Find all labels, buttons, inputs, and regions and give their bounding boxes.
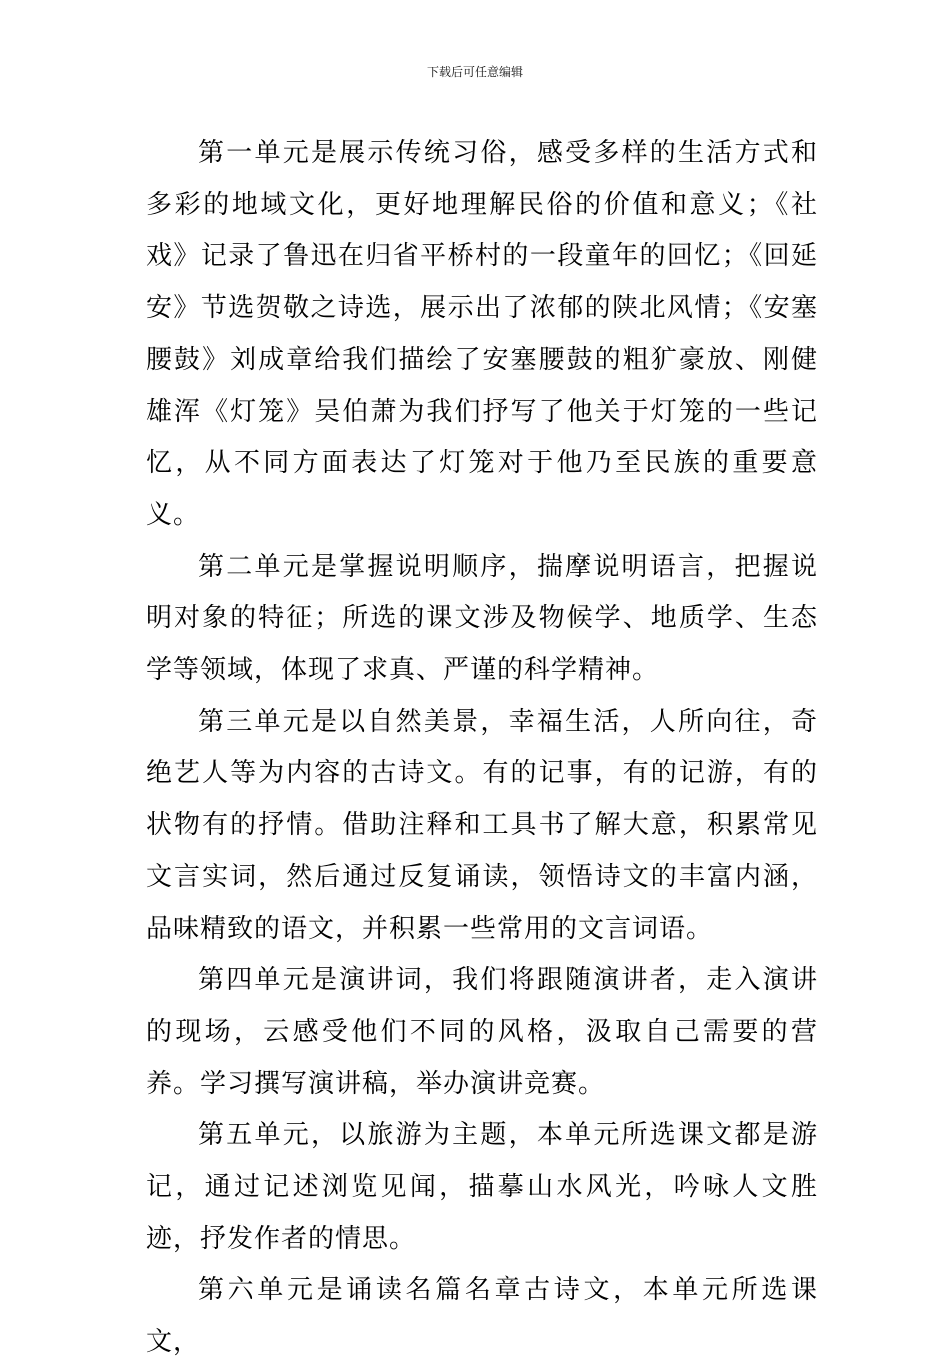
page-header: 下载后可任意编辑 [426, 65, 523, 79]
paragraph-unit-4: 第四单元是演讲词，我们将跟随演讲者，走入演讲的现场，云感受他们不同的风格，汲取自己需要的营养。学习撰写演讲稿，举办演讲竞赛。 [146, 965, 818, 1099]
paragraph-unit-1: 第一单元是展示传统习俗，感受多样的生活方式和多彩的地域文化，更好地理解民俗的价值和意义；《社戏》记录了鲁迅在归省平桥村的一段童年的回忆；《回延安》节选贺敬之诗选，展示出了浓郁的陕北风情；《安塞腰鼓》刘成章给我们描绘了安塞腰鼓的粗犷豪放、刚健雄浑《灯笼》吴伯萧为我们抒写了他关于灯笼的一些记忆，从不同方面表达了灯笼对于他乃至民族的重要意义。 [146, 138, 818, 530]
document-body [146, 128, 818, 1369]
paragraph-unit-3: 第三单元是以自然美景，幸福生活，人所向往，奇绝艺人等为内容的古诗文。有的记事，有的记游，有的状物有的抒情。借助注释和工具书了解大意，积累常见文言实词，然后通过反复诵读，领悟诗文的丰富内涵，品味精致的语文，并积累一些常用的文言词语。 [146, 706, 818, 944]
paragraph-unit-2: 第二单元是掌握说明顺序，揣摩说明语言，把握说明对象的特征；所选的课文涉及物候学、地质学、生态学等领域，体现了求真、严谨的科学精神。 [146, 551, 818, 686]
paragraph-unit-6: 第六单元是诵读名篇名章古诗文，本单元所选课文， [146, 1275, 818, 1358]
paragraph-unit-5: 第五单元，以旅游为主题，本单元所选课文都是游记，通过记述浏览见闻，描摹山水风光，吟咏人文胜迹，抒发作者的情思。 [146, 1120, 818, 1254]
